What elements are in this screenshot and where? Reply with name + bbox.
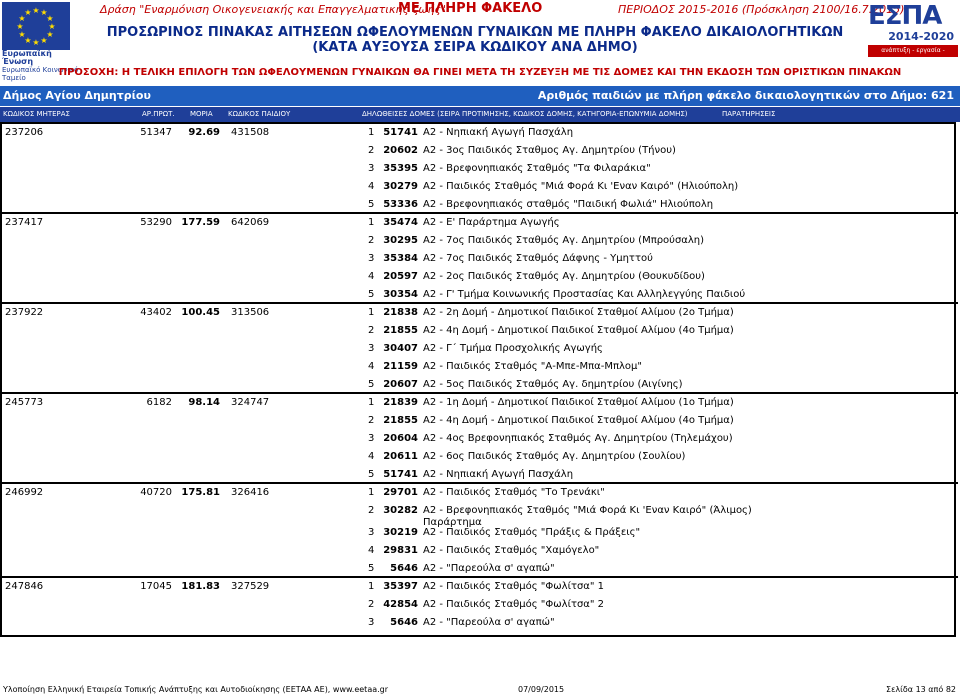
svg-text:★: ★	[32, 38, 40, 47]
preference-order: 1	[368, 581, 375, 592]
preference-order: 2	[368, 599, 375, 610]
column-headers	[0, 107, 960, 122]
svg-text:★: ★	[46, 14, 54, 23]
record-separator	[2, 212, 958, 214]
structure-code: 21839	[383, 397, 418, 408]
structure-code: 35384	[383, 253, 418, 264]
col-protocol: ΑΡ.ΠΡΩΤ.	[142, 110, 175, 118]
preference-order: 4	[368, 361, 375, 372]
record-separator	[2, 302, 958, 304]
protocol-number: 17045	[140, 581, 172, 592]
structure-name: Α2 - Βρεφονηπιακός Σταθμός "Μιά Φορά Κι 'Εναν Καιρό" (Άλιμος)	[423, 505, 752, 516]
action-title: Δράση "Εναρμόνιση Οικογενειακής και Επαγγελματικής ζωής"	[100, 3, 447, 16]
structure-code: 20607	[383, 379, 418, 390]
structure-code: 42854	[383, 599, 418, 610]
structure-code: 53336	[383, 199, 418, 210]
svg-text:★: ★	[18, 30, 26, 39]
structure-code: 30354	[383, 289, 418, 300]
preference-order: 5	[368, 563, 375, 574]
structure-name: Α2 - 4ος Βρεφονηπιακός Σταθμός Αγ. Δημητρίου (Τηλεμάχου)	[423, 433, 733, 444]
structure-code: 20602	[383, 145, 418, 156]
child-code: 313506	[231, 307, 270, 318]
protocol-number: 53290	[140, 217, 172, 228]
structure-code: 29831	[383, 545, 418, 556]
structure-code: 30279	[383, 181, 418, 192]
structure-code: 30282	[383, 505, 418, 516]
structure-name: Α2 - Παιδικός Σταθμός "Χαμόγελο"	[423, 545, 600, 556]
preference-order: 4	[368, 545, 375, 556]
structure-name: Α2 - 6ος Παιδικός Σταθμός Αγ. Δημητρίου (Σουλίου)	[423, 451, 686, 462]
preference-order: 5	[368, 469, 375, 480]
structure-name: Α2 - 1η Δομή - Δημοτικοί Παιδικοί Σταθμοί Αλίμου (1ο Τμήμα)	[423, 397, 734, 408]
preference-order: 5	[368, 379, 375, 390]
structure-name: Α2 - Παιδικός Σταθμός "Μιά Φορά Κι 'Εναν Καιρό" (Ηλιούπολη)	[423, 181, 739, 192]
preference-order: 1	[368, 397, 375, 408]
records-table	[0, 122, 956, 637]
mother-code: 246992	[5, 487, 44, 498]
structure-name: Α2 - Παιδικός Σταθμός "Φωλίτσα" 1	[423, 581, 605, 592]
structure-code: 30407	[383, 343, 418, 354]
espa-tagline: ανάπτυξη - εργασία - αλληλεγγύη	[868, 45, 958, 57]
eu-flag-logo	[2, 2, 70, 50]
preference-order: 3	[368, 433, 375, 444]
preference-order: 3	[368, 253, 375, 264]
structure-code: 30219	[383, 527, 418, 538]
espa-logo-word: ΕΣΠΑ	[868, 1, 942, 31]
child-code: 642069	[231, 217, 270, 228]
svg-text:★: ★	[16, 22, 24, 31]
score: 181.83	[181, 581, 220, 592]
preference-order: 2	[368, 145, 375, 156]
col-structures: ΔΗΛΩΘΕΙΣΕΣ ΔΟΜΕΣ (ΣΕΙΡΑ ΠΡΟΤΙΜΗΣΗΣ, ΚΩΔΙΚΟΣ ΔΟΜΗΣ, ΚΑΤΗΓΟΡΙΑ-ΕΠΩΝΥΜΙΑ ΔΟΜΗΣ)	[362, 110, 688, 118]
protocol-number: 43402	[140, 307, 172, 318]
preference-order: 3	[368, 617, 375, 628]
structure-name-continued: Παράρτημα	[423, 517, 482, 528]
preference-order: 1	[368, 217, 375, 228]
col-notes: ΠΑΡΑΤΗΡΗΣΕΙΣ	[722, 110, 776, 118]
preference-order: 1	[368, 127, 375, 138]
col-score: ΜΟΡΙΑ	[190, 110, 213, 118]
svg-text:★: ★	[40, 8, 48, 17]
preference-order: 3	[368, 527, 375, 538]
structure-name: Α2 - Βρεφονηπιακός Σταθμός "Τα Φιλαράκια"	[423, 163, 651, 174]
structure-code: 5646	[390, 563, 418, 574]
structure-code: 51741	[383, 127, 418, 138]
preference-order: 5	[368, 289, 375, 300]
page-title: ΠΡΟΣΩΡΙΝΟΣ ΠΙΝΑΚΑΣ ΑΙΤΗΣΕΩΝ ΩΦΕΛΟΥΜΕΝΩΝ ΓΥΝΑΙΚΩΝ ΜΕ ΠΛΗΡΗ ΦΑΚΕΛΟ ΔΙΚΑΙΟΛΟΓΗΤΙΚΩΝ	[106, 25, 844, 40]
structure-name: Α2 - 2η Δομή - Δημοτικοί Παιδικοί Σταθμοί Αλίμου (2ο Τμήμα)	[423, 307, 734, 318]
municipality-bar	[0, 86, 960, 106]
footer-page: Σελίδα 13 από 82	[886, 685, 956, 694]
preference-order: 3	[368, 163, 375, 174]
score: 98.14	[188, 397, 220, 408]
mother-code: 245773	[5, 397, 44, 408]
structure-code: 35474	[383, 217, 418, 228]
preference-order: 2	[368, 505, 375, 516]
structure-name: Α2 - 5ος Παιδικός Σταθμός Αγ. δημητρίου (Αιγίνης)	[423, 379, 683, 390]
period-label: ΠΕΡΙΟΔΟΣ 2015-2016 (Πρόσκληση 2100/16.7.2015)	[618, 3, 905, 16]
record-separator	[2, 482, 958, 484]
full-file-label: ΜΕ ΠΛΗΡΗ ΦΑΚΕΛΟ	[398, 1, 543, 16]
svg-text:★: ★	[48, 22, 56, 31]
structure-name: Α2 - Γ΄ Τμήμα Προσχολικής Αγωγής	[423, 343, 603, 354]
structure-code: 29701	[383, 487, 418, 498]
structure-name: Α2 - Νηπιακή Αγωγή Πασχάλη	[423, 469, 574, 480]
score: 92.69	[188, 127, 220, 138]
structure-name: Α2 - Ε' Παράρτημα Αγωγής	[423, 217, 560, 228]
mother-code: 237206	[5, 127, 44, 138]
espa-logo	[868, 1, 958, 66]
preference-order: 2	[368, 415, 375, 426]
preference-order: 2	[368, 235, 375, 246]
structure-code: 21838	[383, 307, 418, 318]
col-mother-code: ΚΩΔΙΚΟΣ ΜΗΤΕΡΑΣ	[3, 110, 70, 118]
structure-name: Α2 - Παιδικός Σταθμός "Φωλίτσα" 2	[423, 599, 605, 610]
preference-order: 5	[368, 199, 375, 210]
structure-code: 30295	[383, 235, 418, 246]
score: 177.59	[181, 217, 220, 228]
svg-text:★: ★	[24, 36, 32, 45]
structure-code: 21855	[383, 325, 418, 336]
preference-order: 3	[368, 343, 375, 354]
preference-order: 4	[368, 271, 375, 282]
espa-logo-text	[868, 2, 958, 30]
structure-name: Α2 - Παιδικός Σταθμός "Πράξις & Πράξεις"	[423, 527, 641, 538]
footer-credit: Υλοποίηση Ελληνική Εταιρεία Τοπικής Ανάπτυξης και Αυτοδιοίκησης (ΕΕΤΑΑ ΑΕ), www.eetaa.gr	[3, 685, 389, 694]
record-separator	[2, 576, 958, 578]
structure-name: Α2 - "Παρεούλα σ' αγαπώ"	[423, 617, 555, 628]
score: 175.81	[181, 487, 220, 498]
warning-banner: ΠΡΟΣΟΧΗ: Η ΤΕΛΙΚΗ ΕΠΙΛΟΓΗ ΤΩΝ ΩΦΕΛΟΥΜΕΝΩΝ ΓΥΝΑΙΚΩΝ ΘΑ ΓΙΝΕΙ ΜΕΤΑ ΤΗ ΣΥΖΕΥΞΗ ΜΕ ΤΙΣ ΔΟΜΕΣ ΚΑΙ ΤΗΝ ΕΚΔΟΣΗ ΤΩΝ ΟΡΙΣΤΙΚΩΝ ΠΙΝΑΚΩΝ	[58, 67, 902, 78]
structure-name: Α2 - Γ' Τμήμα Κοινωνικής Προστασίας Και Αλληλεγγύης Παιδιού	[423, 289, 746, 300]
structure-code: 20597	[383, 271, 418, 282]
child-code: 324747	[231, 397, 270, 408]
structure-name: Α2 - 4η Δομή - Δημοτικοί Παιδικοί Σταθμοί Αλίμου (4ο Τμήμα)	[423, 325, 734, 336]
preference-order: 1	[368, 487, 375, 498]
mother-code: 237417	[5, 217, 44, 228]
preference-order: 4	[368, 181, 375, 192]
preference-order: 2	[368, 325, 375, 336]
structure-name: Α2 - 2ος Παιδικός Σταθμός Αγ. Δημητρίου (Θουκυδίδου)	[423, 271, 705, 282]
structure-name: Α2 - "Παρεούλα σ' αγαπώ"	[423, 563, 555, 574]
structure-name: Α2 - 3ος Παιδικός Σταθμος Αγ. Δημητρίου (Τήνου)	[423, 145, 676, 156]
eu-stars-icon	[2, 2, 70, 50]
eu-caption-line2: Ευρωπαϊκό Κοινωνικό Ταμείο	[2, 66, 79, 82]
child-code: 327529	[231, 581, 270, 592]
preference-order: 1	[368, 307, 375, 318]
svg-text:★: ★	[18, 14, 26, 23]
svg-text:★: ★	[46, 30, 54, 39]
structure-name: Α2 - 7ος Παιδικός Σταθμός Αγ. Δημητρίου (Μπρούσαλη)	[423, 235, 705, 246]
footer-date: 07/09/2015	[518, 685, 565, 694]
svg-text:★: ★	[24, 8, 32, 17]
structure-code: 21159	[383, 361, 418, 372]
structure-name: Α2 - 7ος Παιδικός Σταθμός Δάφνης - Υμηττού	[423, 253, 653, 264]
structure-code: 20604	[383, 433, 418, 444]
structure-code: 35395	[383, 163, 418, 174]
col-child-code: ΚΩΔΙΚΟΣ ΠΑΙΔΙΟΥ	[228, 110, 291, 118]
structure-code: 51741	[383, 469, 418, 480]
preference-order: 4	[368, 451, 375, 462]
structure-code: 35397	[383, 581, 418, 592]
structure-name: Α2 - Νηπιακή Αγωγή Πασχάλη	[423, 127, 574, 138]
score: 100.45	[181, 307, 220, 318]
protocol-number: 6182	[146, 397, 172, 408]
mother-code: 247846	[5, 581, 44, 592]
structure-name: Α2 - Βρεφονηπιακός σταθμός "Παιδική Φωλιά" Ηλιούπολη	[423, 199, 714, 210]
structure-name: Α2 - Παιδικός Σταθμός "Α-Μπε-Μπα-Μπλομ"	[423, 361, 643, 372]
espa-years: 2014-2020	[888, 30, 954, 43]
child-code: 326416	[231, 487, 270, 498]
structure-name: Α2 - 4η Δομή - Δημοτικοί Παιδικοί Σταθμοί Αλίμου (4ο Τμήμα)	[423, 415, 734, 426]
record-separator	[2, 392, 958, 394]
page-subtitle: (ΚΑΤΑ ΑΥΞΟΥΣΑ ΣΕΙΡΑ ΚΩΔΙΚΟΥ ΑΝΑ ΔΗΜΟ)	[312, 40, 638, 55]
structure-code: 20611	[383, 451, 418, 462]
svg-text:★: ★	[32, 6, 40, 15]
child-code: 431508	[231, 127, 270, 138]
svg-text:★: ★	[40, 36, 48, 45]
children-count: Αριθμός παιδιών με πλήρη φάκελο δικαιολογητικών στο Δήμο: 621	[537, 89, 954, 102]
eu-caption-line1: Ευρωπαϊκή Ένωση	[2, 49, 52, 66]
structure-code: 5646	[390, 617, 418, 628]
protocol-number: 40720	[140, 487, 172, 498]
municipality-name: Δήμος Αγίου Δημητρίου	[3, 89, 151, 102]
mother-code: 237922	[5, 307, 44, 318]
structure-code: 21855	[383, 415, 418, 426]
structure-name: Α2 - Παιδικός Σταθμός "Το Τρενάκι"	[423, 487, 605, 498]
protocol-number: 51347	[140, 127, 172, 138]
